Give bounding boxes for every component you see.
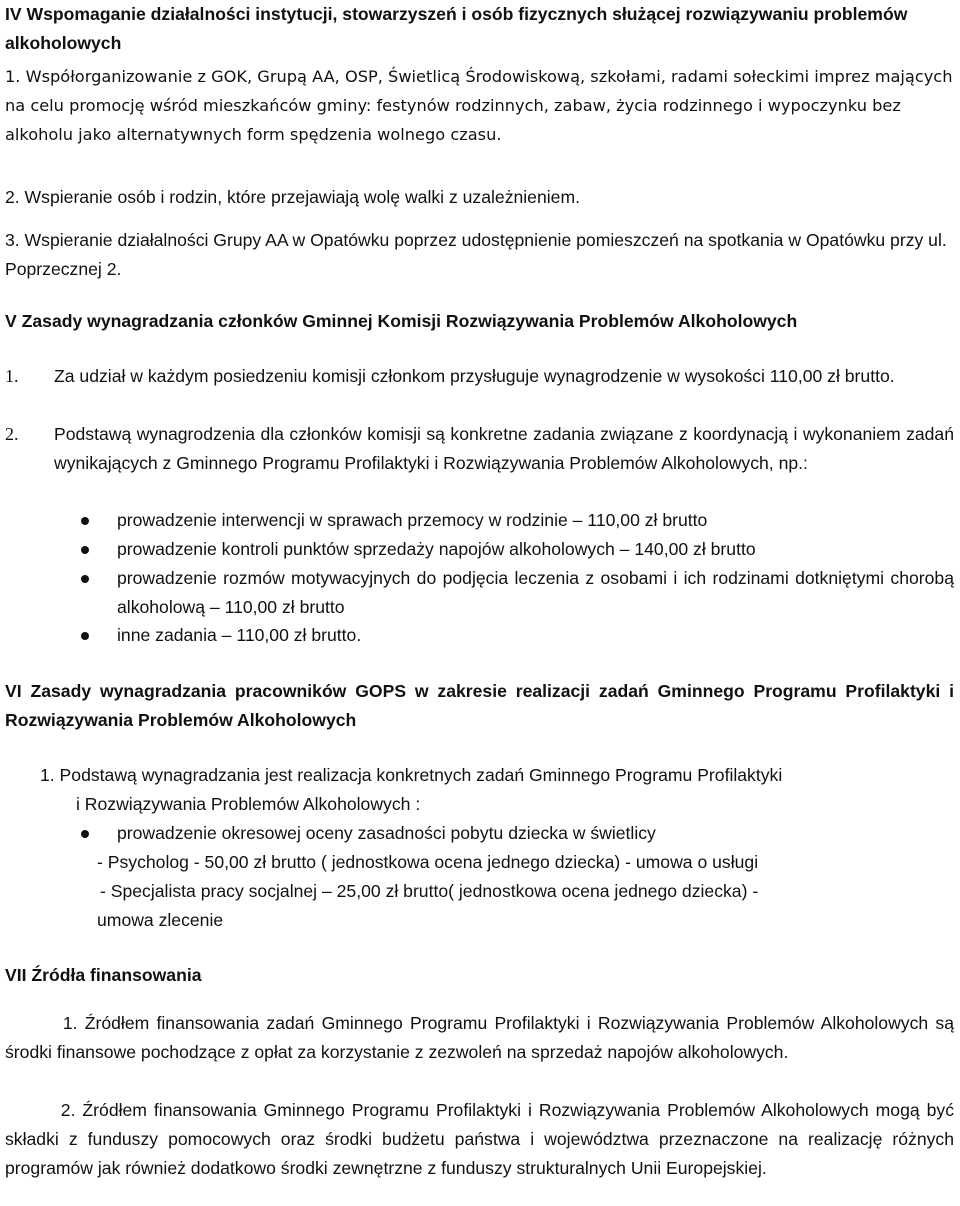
section-iv-heading: IV Wspomaganie działalności instytucji, stowarzyszeń i osób fizycznych służącej rozwiązywaniu problemów alkoholowych [5,4,908,53]
section-vii-item-2: 2. Źródłem finansowania Gminnego Programu Profilaktyki i Rozwiązywania Problemów Alkoholowych mogą być składki z funduszy pomocowych oraz środki budżetu państwa i województwa przeznaczone na realizację różnych programów jak również dodatkowo środki zewnętrzne z funduszy strukturalnych Unii Europejskiej. [5,1100,959,1178]
bullet-icon [81,632,89,640]
bullet-text: prowadzenie interwencji w sprawach przemocy w rodzinie – 110,00 zł brutto [117,510,708,530]
list-item-text: Za udział w każdym posiedzeniu komisji członkom przysługuje wynagrodzenie w wysokości 110,00 zł brutto. [54,366,895,386]
bullet-text: prowadzenie rozmów motywacyjnych do podjęcia leczenia z osobami i ich rodzinami dotkniętymi chorobą alkoholową – 110,00 zł brutto [117,568,954,617]
section-iv-item-3: 3. Wspieranie działalności Grupy AA w Opatówku poprzez udostępnienie pomieszczeń na spotkania w Opatówku przy ul. Poprzecznej 2. [5,230,947,279]
bullet-icon [81,575,89,583]
bullet-icon [81,517,89,525]
list-number: 2. [5,424,19,444]
bullet-text: inne zadania – 110,00 zł brutto. [117,625,362,645]
section-vi-item-1-line-1: 1. Podstawą wynagradzania jest realizacja konkretnych zadań Gminnego Programu Profilaktyki [40,765,783,785]
bullet-text: prowadzenie kontroli punktów sprzedaży napojów alkoholowych – 140,00 zł brutto [117,539,756,559]
list-number: 1. [5,366,19,386]
section-vii-item-1: 1. Źródłem finansowania zadań Gminnego Programu Profilaktyki i Rozwiązywania Problemów Alkoholowych są środki finansowe pochodzące z opłat za korzystanie z zezwoleń na sprzedaż napojów alkoholowych. [5,1013,959,1062]
bullet-icon [81,830,89,838]
bullet-icon [81,546,89,554]
psychologist-rate: - Psycholog - 50,00 zł brutto ( jednostkowa ocena jednego dziecka) - umowa o usługi [97,852,759,872]
section-iv-item-2: 2. Wspieranie osób i rodzin, które przejawiają wolę walki z uzależnieniem. [5,187,580,207]
section-vi-heading: VI Zasady wynagradzania pracowników GOPS w zakresie realizacji zadań Gminnego Programu Profilaktyki i Rozwiązywania Problemów Alkoholowych [5,681,954,730]
social-worker-rate-cont: umowa zlecenie [97,910,224,930]
section-iv-item-1: 1. Współorganizowanie z GOK, Grupą AA, OSP, Świetlicą Środowiskową, szkołami, radami sołeckimi imprez mających na celu promocję wśród mieszkańców gminy: festynów rodzinnych, zabaw, życia rodzinnego i wypoczynku bez alkoholu jako alternatywnych form spędzenia wolnego czasu. [5,67,953,144]
social-worker-rate: - Specjalista pracy socjalnej – 25,00 zł brutto( jednostkowa ocena jednego dziecka) - [100,881,759,901]
section-v-heading: V Zasady wynagradzania członków Gminnej Komisji Rozwiązywania Problemów Alkoholowych [5,311,798,331]
list-item-text: Podstawą wynagrodzenia dla członków komisji są konkretne zadania związane z koordynacją i wykonaniem zadań wynikających z Gminnego Programu Profilaktyki i Rozwiązywania Problemów Alkoholowych, np.: [54,424,954,473]
bullet-text: prowadzenie okresowej oceny zasadności pobytu dziecka w świetlicy [117,823,656,843]
section-vi-item-1-line-2: i Rozwiązywania Problemów Alkoholowych : [76,794,421,814]
section-vii-heading: VII Źródła finansowania [5,965,202,985]
